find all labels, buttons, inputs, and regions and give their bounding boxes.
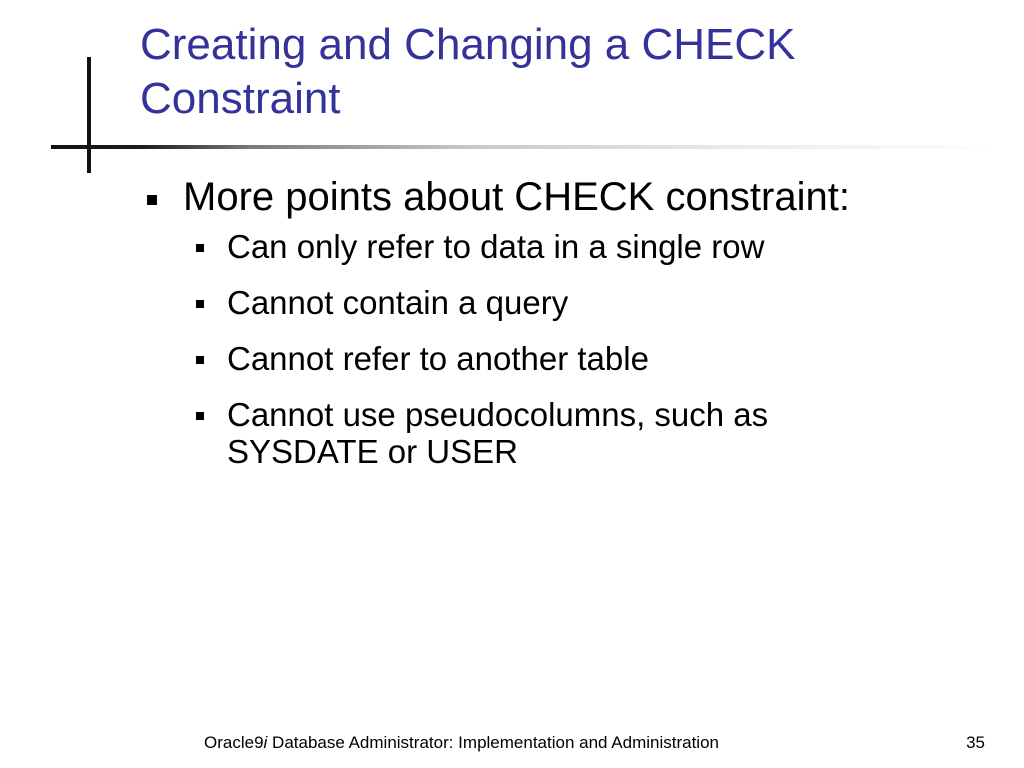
sub-bullet-list <box>140 228 1000 470</box>
footer-text-italic: i <box>263 733 268 752</box>
sub-bullet-item <box>140 284 907 321</box>
square-bullet-icon <box>196 412 204 420</box>
footer-text-suffix: Database Administrator: Implementation and Administration <box>267 733 719 752</box>
sub-bullet-text: Cannot contain a query <box>227 284 569 321</box>
footer-text-prefix: Oracle9 <box>204 733 264 752</box>
slide-footer <box>0 732 1010 756</box>
page-number: 35 <box>966 733 985 752</box>
sub-bullet-text: Cannot use pseudocolumns, such as SYSDATE or USER <box>227 396 769 470</box>
square-bullet-icon <box>196 244 204 252</box>
sub-bullet-item <box>140 228 907 265</box>
slide-content <box>140 170 1000 489</box>
corner-vertical-line <box>87 57 91 173</box>
slide-title: Creating and Changing a CHECK Constraint <box>140 20 796 123</box>
sub-bullet-text: Can only refer to data in a single row <box>227 228 765 265</box>
title-underline <box>51 145 991 149</box>
sub-bullet-item <box>140 340 907 377</box>
footer-text <box>204 732 719 754</box>
square-bullet-icon <box>196 356 204 364</box>
bullet-item <box>140 170 1000 224</box>
square-bullet-icon <box>196 300 204 308</box>
square-bullet-icon <box>147 195 157 205</box>
sub-bullet-item <box>140 396 907 470</box>
sub-bullet-text: Cannot refer to another table <box>227 340 649 377</box>
bullet-text: More points about CHECK constraint: <box>183 175 850 219</box>
